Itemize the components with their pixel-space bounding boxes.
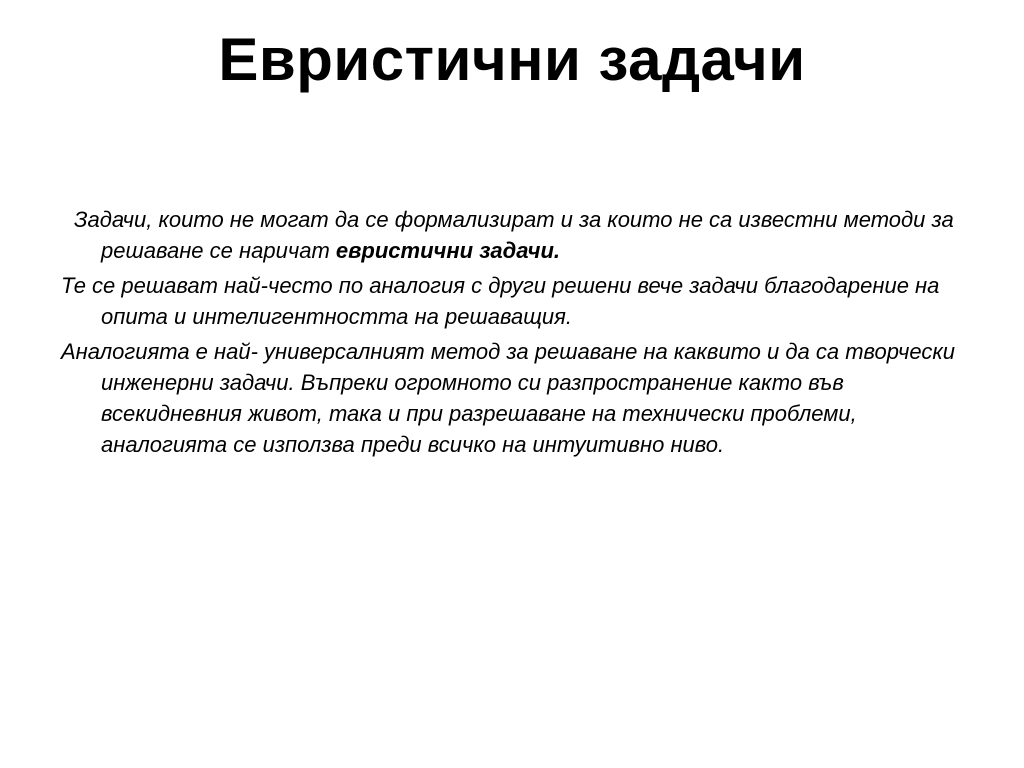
paragraph-definition-text: Задачи, които не могат да се формализират и за които не са известни методи за решаване се наричат xyxy=(74,207,954,263)
slide-title: Евристични задачи xyxy=(218,26,806,93)
paragraph-definition xyxy=(0,204,971,266)
paragraph-definition-term: евристични задачи. xyxy=(335,238,561,263)
paragraph-analogy-text: Аналогията е най- универсалният метод за решаване на каквито и да са творчески инженерни задачи. Въпреки огромното си разпространение както във всекидневния живот, така и при разрешаване на технически проблеми, аналогията се използва преди всичко на интуитивно ниво. xyxy=(61,339,956,457)
paragraph-solving-text: Те се решават най-често по аналогия с други решени вече задачи благодарение на опита и интелигентността на решаващия. xyxy=(61,273,940,329)
slide-body xyxy=(0,204,1024,464)
paragraph-analogy xyxy=(0,336,971,460)
paragraph-solving xyxy=(0,270,971,332)
